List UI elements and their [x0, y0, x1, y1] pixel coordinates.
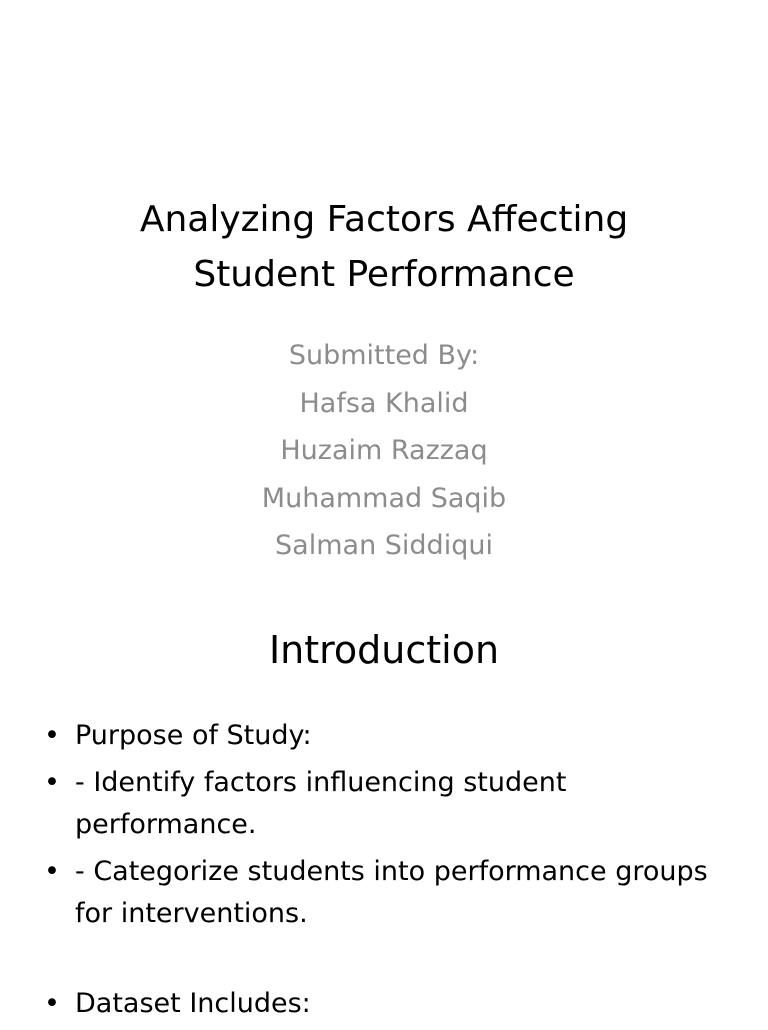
bullet-item: [0, 983, 768, 1025]
bullet-item: [0, 851, 768, 935]
subtitle-block: [0, 332, 768, 570]
bullet-text: Dataset Includes:: [75, 988, 311, 1019]
title-line-2: Student Performance: [193, 254, 575, 295]
author-name: Huzaim Razzaq: [280, 435, 488, 466]
bullet-text: - Identify factors influencing student performance.: [75, 767, 567, 840]
submitted-by-label: Submitted By:: [288, 340, 480, 371]
bullet-icon: •: [44, 856, 60, 887]
bullet-icon: •: [44, 988, 60, 1019]
title-line-1: Analyzing Factors Affecting: [139, 199, 629, 240]
bullet-item: [0, 762, 768, 846]
section-heading: Introduction: [268, 628, 500, 672]
bullet-icon: •: [44, 720, 60, 751]
author-name: Hafsa Khalid: [299, 387, 469, 419]
slide-title: [0, 192, 768, 302]
author-name: Muhammad Saqib: [261, 482, 507, 514]
bullet-list: [0, 715, 768, 1030]
bullet-icon: •: [44, 767, 60, 798]
author-name: Salman Siddiqui: [275, 530, 493, 561]
bullet-item: [0, 715, 768, 757]
bullet-text: Purpose of Study:: [75, 720, 312, 751]
bullet-text: - Categorize students into performance groups for interventions.: [75, 856, 708, 929]
